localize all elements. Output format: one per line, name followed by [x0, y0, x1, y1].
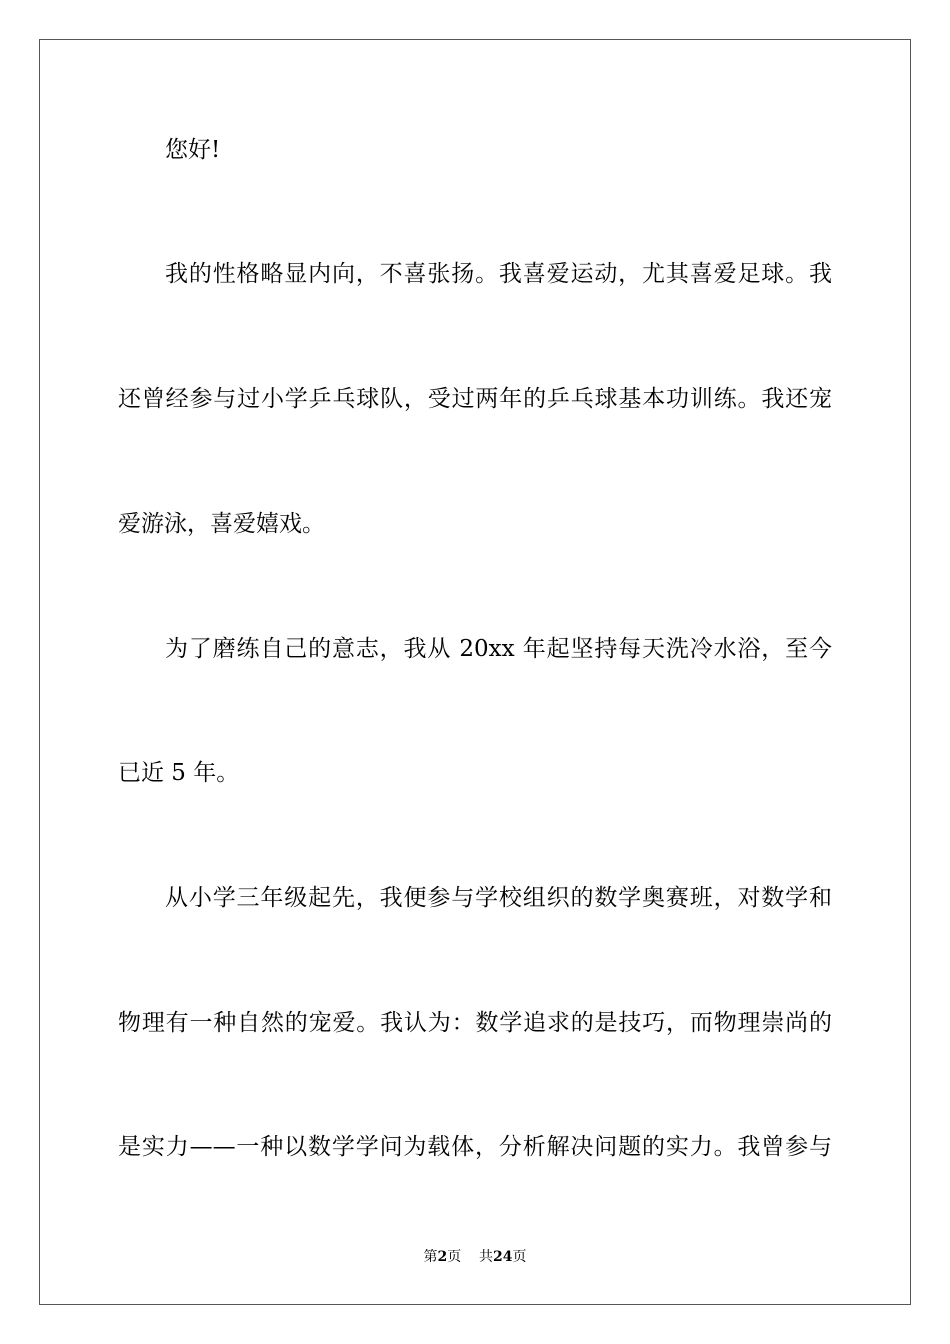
page-suffix: 页 — [447, 1249, 462, 1265]
page-prefix: 第 — [423, 1249, 438, 1265]
paragraph-3-line-2: 物理有一种自然的宠爱。我认为：数学追求的是技巧，而物理崇尚的 — [118, 1010, 832, 1036]
paragraph-1-line-3: 爱游泳，喜爱嬉戏。 — [118, 511, 325, 537]
paragraph-3-line-3: 是实力——一种以数学学问为载体，分析解决问题的实力。我曾参与 — [118, 1134, 832, 1160]
page-frame — [39, 39, 911, 1305]
paragraph-1-line-2: 还曾经参与过小学乒乓球队，受过两年的乒乓球基本功训练。我还宠 — [118, 386, 832, 412]
total-prefix: 共 — [479, 1249, 494, 1265]
page-number: 2 — [437, 1249, 448, 1265]
paragraph-2-line-2: 已近 5 年。 — [118, 760, 240, 786]
paragraph-1-line-1: 我的性格略显内向，不喜张扬。我喜爱运动，尤其喜爱足球。我 — [165, 261, 832, 287]
page-footer — [0, 1248, 950, 1266]
total-suffix: 页 — [512, 1249, 527, 1265]
total-pages: 24 — [493, 1249, 513, 1265]
paragraph-3-line-1: 从小学三年级起先，我便参与学校组织的数学奥赛班，对数学和 — [165, 885, 832, 911]
greeting-line: 您好! — [165, 137, 221, 163]
paragraph-2-line-1: 为了磨练自己的意志，我从 20xx 年起坚持每天洗冷水浴，至今 — [165, 636, 832, 662]
